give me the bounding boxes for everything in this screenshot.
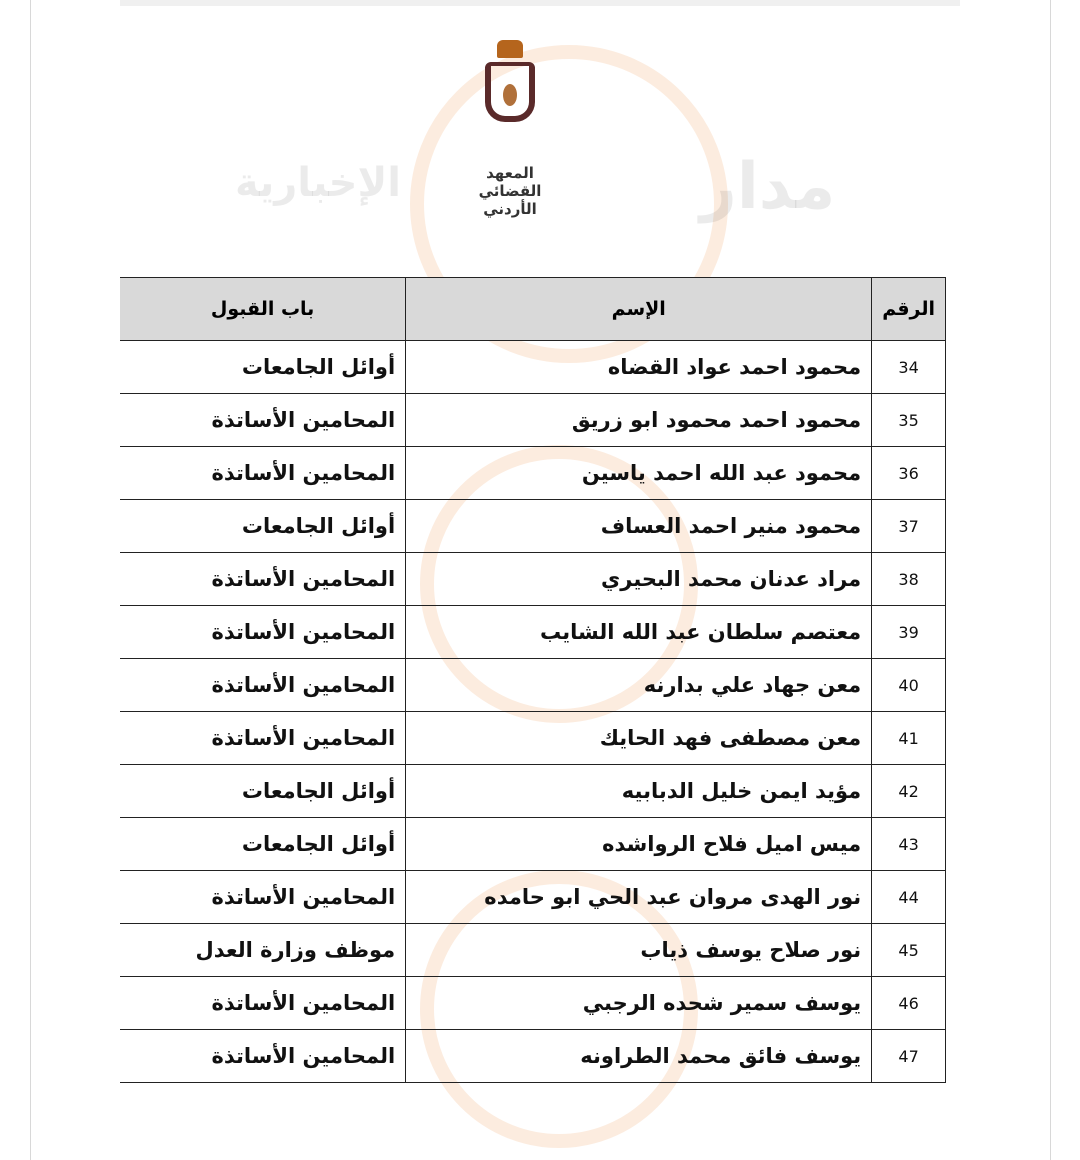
row-number: 43 xyxy=(872,818,946,871)
table-row xyxy=(120,712,946,765)
row-name: معتصم سلطان عبد الله الشايب xyxy=(406,606,872,659)
row-name: نور الهدى مروان عبد الحي ابو حامده xyxy=(406,871,872,924)
row-name: مؤيد ايمن خليل الدبابيه xyxy=(406,765,872,818)
row-category: أوائل الجامعات xyxy=(120,765,406,818)
row-number: 40 xyxy=(872,659,946,712)
table-row xyxy=(120,924,946,977)
row-category: المحامين الأساتذة xyxy=(120,659,406,712)
row-name: ميس اميل فلاح الرواشده xyxy=(406,818,872,871)
row-category: أوائل الجامعات xyxy=(120,500,406,553)
row-name: معن مصطفى فهد الحايك xyxy=(406,712,872,765)
table-row xyxy=(120,500,946,553)
page-border-left xyxy=(30,0,31,1160)
table-row xyxy=(120,659,946,712)
table-row xyxy=(120,341,946,394)
table-row xyxy=(120,871,946,924)
top-bar xyxy=(120,0,960,6)
row-category: أوائل الجامعات xyxy=(120,341,406,394)
row-name: محمود احمد محمود ابو زريق xyxy=(406,394,872,447)
row-number: 44 xyxy=(872,871,946,924)
row-number: 42 xyxy=(872,765,946,818)
row-number: 46 xyxy=(872,977,946,1030)
row-number: 36 xyxy=(872,447,946,500)
row-category: المحامين الأساتذة xyxy=(120,977,406,1030)
row-number: 37 xyxy=(872,500,946,553)
table-row xyxy=(120,394,946,447)
row-number: 41 xyxy=(872,712,946,765)
row-category: المحامين الأساتذة xyxy=(120,553,406,606)
row-name: محمود احمد عواد القضاه xyxy=(406,341,872,394)
row-category: المحامين الأساتذة xyxy=(120,871,406,924)
table-row xyxy=(120,977,946,1030)
row-category: المحامين الأساتذة xyxy=(120,394,406,447)
row-number: 39 xyxy=(872,606,946,659)
table-row xyxy=(120,553,946,606)
row-name: مراد عدنان محمد البحيري xyxy=(406,553,872,606)
table-header-row xyxy=(120,278,946,341)
row-name: معن جهاد علي بدارنه xyxy=(406,659,872,712)
column-header-number: الرقم xyxy=(872,278,946,341)
row-name: محمود عبد الله احمد ياسين xyxy=(406,447,872,500)
row-name: محمود منير احمد العساف xyxy=(406,500,872,553)
table-row xyxy=(120,1030,946,1083)
row-number: 34 xyxy=(872,341,946,394)
row-category: المحامين الأساتذة xyxy=(120,447,406,500)
row-name: يوسف فائق محمد الطراونه xyxy=(406,1030,872,1083)
table-row xyxy=(120,818,946,871)
watermark-text: الإخبارية xyxy=(235,160,401,206)
row-number: 38 xyxy=(872,553,946,606)
row-category: أوائل الجامعات xyxy=(120,818,406,871)
row-category: المحامين الأساتذة xyxy=(120,1030,406,1083)
watermark-text: مدار xyxy=(700,150,836,224)
institute-logo xyxy=(455,40,565,218)
admissions-table xyxy=(120,277,946,1083)
jordan-crest-icon xyxy=(482,40,538,130)
table-row xyxy=(120,447,946,500)
row-number: 45 xyxy=(872,924,946,977)
row-category: المحامين الأساتذة xyxy=(120,606,406,659)
page-border-right xyxy=(1050,0,1051,1160)
row-category: موظف وزارة العدل xyxy=(120,924,406,977)
column-header-name: الإسم xyxy=(406,278,872,341)
logo-text: المعهد القضائي الأردني xyxy=(478,164,542,218)
row-number: 47 xyxy=(872,1030,946,1083)
row-number: 35 xyxy=(872,394,946,447)
column-header-category: باب القبول xyxy=(120,278,406,341)
table-row xyxy=(120,606,946,659)
row-name: يوسف سمير شحده الرجبي xyxy=(406,977,872,1030)
table-row xyxy=(120,765,946,818)
row-category: المحامين الأساتذة xyxy=(120,712,406,765)
row-name: نور صلاح يوسف ذياب xyxy=(406,924,872,977)
